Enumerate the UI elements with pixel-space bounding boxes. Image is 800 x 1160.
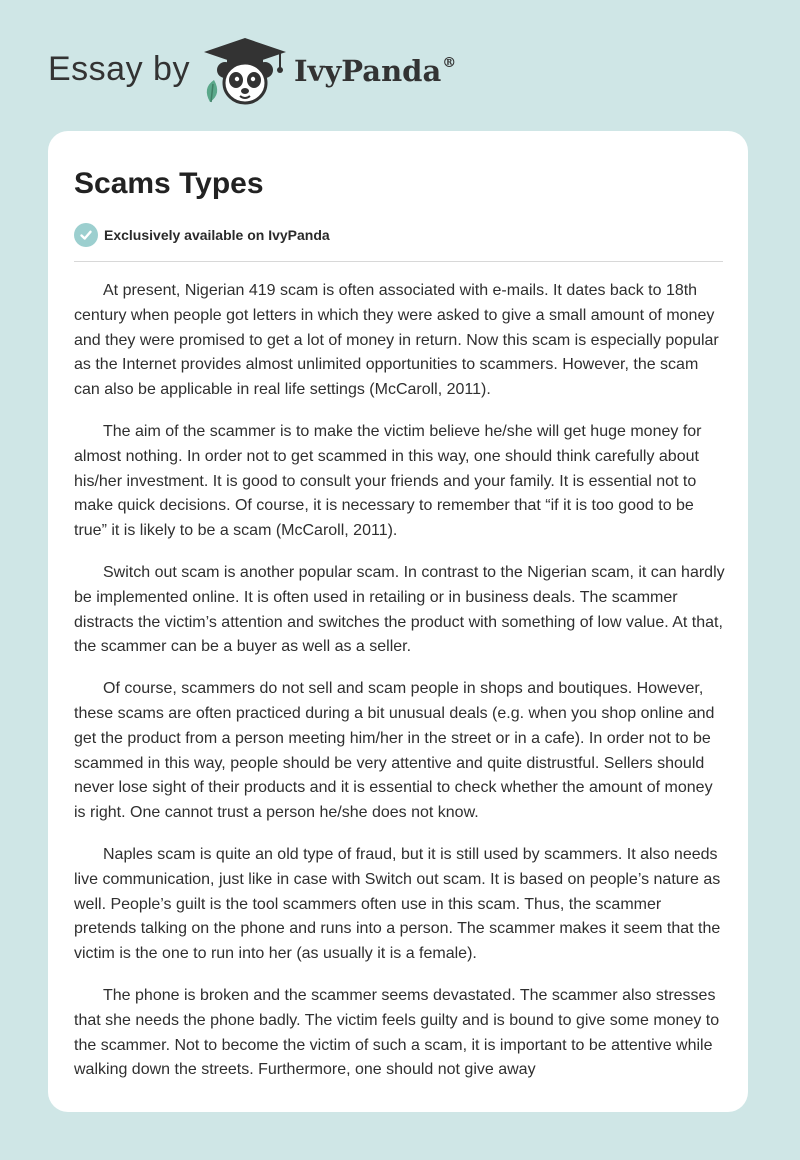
paragraph: The phone is broken and the scammer seems devastated. The scammer also stresses that she needs the phone badly. The victim feels guilty and is bound to give some money to the scammer. Not to become the victim of such a scam, it is important to be attentive while walking down the streets. Furthermore, one should not give away <box>74 986 720 1079</box>
exclusive-badge <box>74 222 330 248</box>
exclusive-badge-label: Exclusively available on IvyPanda <box>104 227 330 243</box>
divider <box>74 261 723 262</box>
essay-by-label: Essay by <box>48 50 190 88</box>
essay-body <box>74 279 726 1100</box>
paragraph: Switch out scam is another popular scam. In contrast to the Nigerian scam, it can hardly be implemented online. It is often used in retailing or in business deals. The scammer distracts the victim’s attention and switches the product with something of low value. At that, the scammer can be a buyer as well as a seller. <box>74 563 725 656</box>
page-title: Scams Types <box>74 167 264 200</box>
site-header <box>0 0 800 130</box>
ivypanda-logo-text[interactable] <box>294 54 456 88</box>
brand-name-text: IvyPanda <box>294 54 442 88</box>
paragraph: The aim of the scammer is to make the victim believe he/she will get huge money for almost nothing. In order not to get scammed in this way, one should think carefully about his/her investment. It is good to consult your friends and your family. It is essential not to make quick decisions. Of course, it is necessary to remember that “if it is too good to be true” it is likely to be a scam (McCaroll, 2011). <box>74 422 702 540</box>
essay-card <box>48 131 748 1112</box>
registered-mark: ® <box>442 55 457 71</box>
paragraph: Of course, scammers do not sell and scam people in shops and boutiques. However, these scams are often practiced during a bit unusual deals (e.g. when you shop online and get the product from a person meeting him/her in the street or in a cafe). In order not to be scammed in this way, people should be very attentive and quite distrustful. Sellers should never lose sight of their products and it is essential to check whether the amount of money is right. One cannot trust a person he/she does not know. <box>74 680 715 822</box>
paragraph: At present, Nigerian 419 scam is often associated with e-mails. It dates back to 18th century when people got letters in which they were asked to give a small amount of money and they were promised to get a lot of money in return. Now this scam is especially popular as the Internet provides almost unlimited opportunities to scammers. However, the scam can also be applicable in real life settings (McCaroll, 2011). <box>74 282 719 399</box>
check-icon <box>74 223 98 247</box>
paragraph: Naples scam is quite an old type of fraud, but it is still used by scammers. It also needs live communication, just like in case with Switch out scam. It is based on people’s nature as well. People’s guilt is the tool scammers often use in this scam. Thus, the scammer pretends talking on the phone and runs into a person. The scammer makes it seem that the victim is the one to run into her (as usually it is a female). <box>74 845 721 963</box>
panda-graduate-icon[interactable] <box>200 36 290 108</box>
